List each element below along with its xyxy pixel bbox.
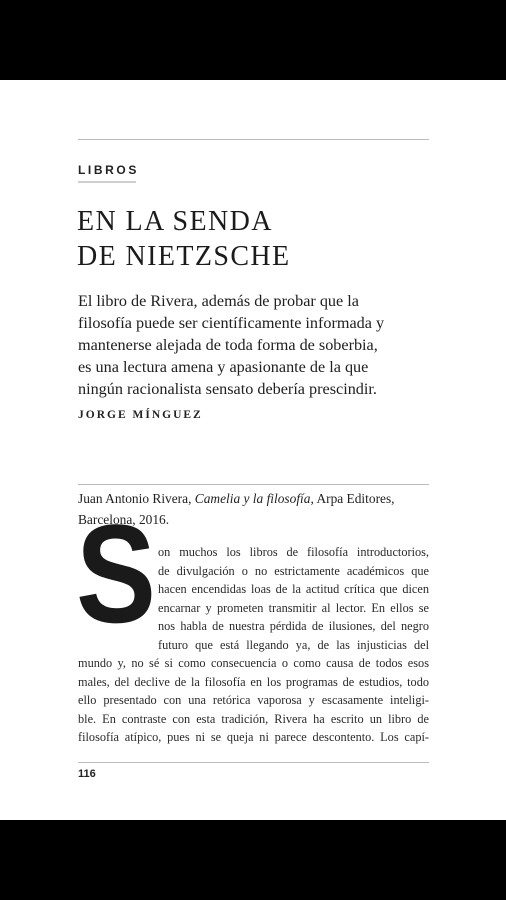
reference-divider [78,484,429,485]
body-line: nos habla de nuestra pérdida de ilusiones, del negro [158,619,429,633]
body-line: ble. En contraste con esta tradición, Rivera ha escrito un libro de [78,712,429,726]
page-number: 116 [78,768,96,780]
reference-book-title: Camelia y la filosofía [194,491,311,506]
body-line: on muchos los libros de filosofía introductorios, [158,545,429,559]
footer-divider [78,762,429,763]
lead-line: mantenerse alejada de toda forma de soberbia, [78,336,378,354]
section-underline [78,181,136,183]
drop-cap [76,520,156,630]
lead-line: ningún racionalista sensato debería prescindir. [78,380,377,398]
drop-cap-letter: S [76,520,156,630]
top-divider [78,139,429,140]
body-line: hacen encendidas loas de la actitud crítica que dicen [158,582,429,596]
article-title [77,204,291,274]
body-line: males, del declive de la filosofía en los programas de estudios, todo [78,675,429,689]
reference-publisher: , Arpa Editores, [310,491,395,506]
reference-line-1 [78,488,395,509]
title-line-2: DE NIETZSCHE [77,241,291,272]
section-label: LIBROS [78,163,139,177]
lead-line: El libro de Rivera, además de probar que la [78,292,359,310]
body-line: ello presentado con una retórica vaporosa y escasamente inteligi- [78,693,429,707]
lead-line: es una lectura amena y apasionante de la que [78,358,369,376]
body-line: encarnar y prometen transmitir al lector. En ellos se [158,601,429,615]
body-line: futuro que está llegando ya, de las injusticias del [158,638,429,652]
body-line: de divulgación o no estrictamente académicos que [158,564,429,578]
article-lead [78,290,438,400]
lead-line: filosofía puede ser científicamente informada y [78,314,385,332]
reference-author: Juan Antonio Rivera, [78,491,195,506]
title-line-1: EN LA SENDA [77,206,273,237]
body-line: filosofía atípico, pues ni se queja ni parece descontento. Los capí- [78,730,429,744]
reference-line-2: Barcelona, 2016. [78,512,170,527]
author-byline: JORGE MÍNGUEZ [78,409,203,421]
magazine-page [0,80,506,820]
body-line: mundo y, no sé si como consecuencia o como causa de todos esos [78,656,429,670]
